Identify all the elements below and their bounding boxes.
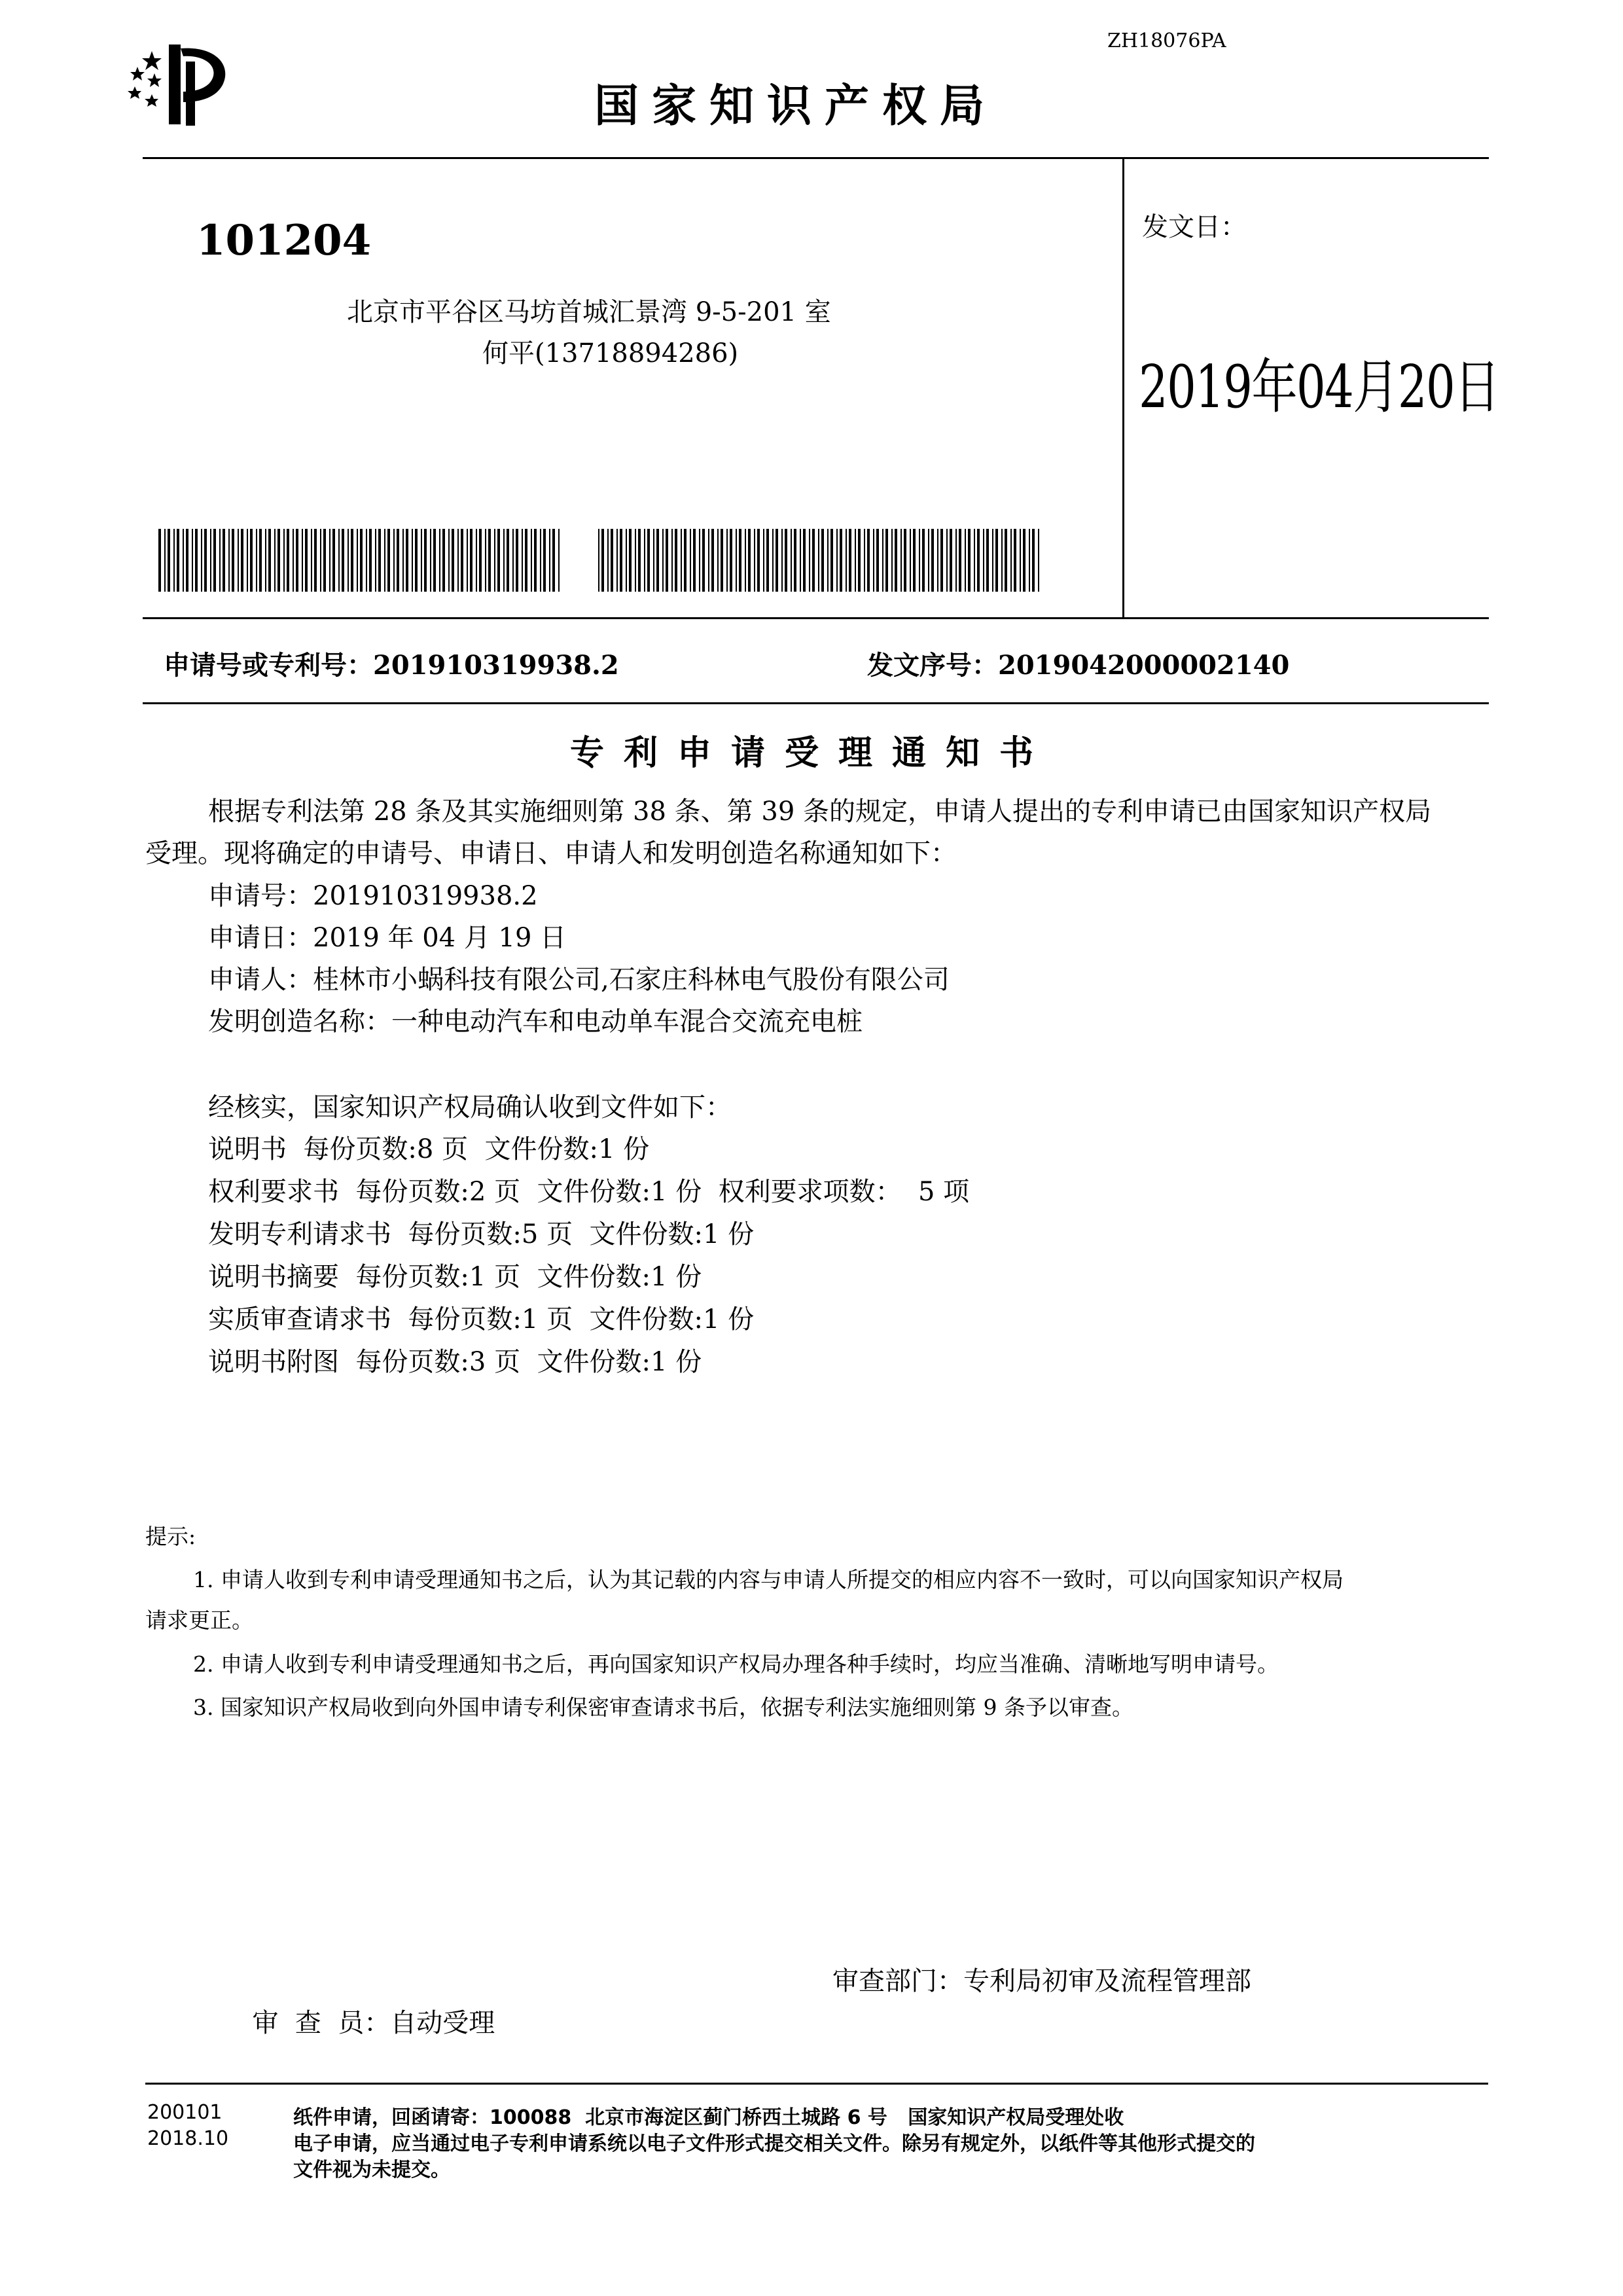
department-block <box>832 1960 1251 2002</box>
reference-rule <box>143 702 1489 704</box>
issue-date-label: 发文日： <box>1142 212 1247 242</box>
department-name: 专利局初审及流程管理部 <box>963 1966 1251 1996</box>
document-item: 说明书附图 每份页数:3 页 文件份数:1 份 <box>208 1347 702 1377</box>
tip-1-continued: 请求更正。 <box>145 1607 253 1633</box>
applicant-field: 申请人：桂林市小蜗科技有限公司,石家庄科林电气股份有限公司 <box>208 965 950 995</box>
form-code: 200101 <box>147 2101 223 2124</box>
filing-date-field: 申请日：2019 年 04 月 19 日 <box>208 923 567 953</box>
examiner-block <box>236 1960 495 2044</box>
department-label: 审查部门： <box>832 1966 963 1996</box>
application-number: 201910319938.2 <box>373 650 619 681</box>
serial-number: 2019042000002140 <box>998 650 1290 681</box>
barcode <box>158 529 564 592</box>
header-rule <box>143 157 1489 159</box>
serial-number-block <box>867 645 1289 682</box>
notice-title: 专利申请受理通知书 <box>569 733 1053 773</box>
recipient-name-phone: 何平(13718894286) <box>482 338 739 368</box>
footer-rule <box>145 2083 1488 2085</box>
recipient-address: 北京市平谷区马坊首城汇景湾 9-5-201 室 <box>347 297 831 327</box>
vertical-divider <box>1122 157 1124 619</box>
intro-line-1: 根据专利法第 28 条及其实施细则第 38 条、第 39 条的规定，申请人提出的专利申请已由国家知识产权局 <box>208 797 1431 827</box>
invention-title-field: 发明创造名称：一种电动汽车和电动单车混合交流充电桩 <box>208 1007 863 1037</box>
verification-intro: 经核实，国家知识产权局确认收到文件如下： <box>208 1092 732 1122</box>
document-item: 说明书摘要 每份页数:1 页 文件份数:1 份 <box>208 1262 702 1292</box>
examiner-label: 审 查 员： <box>252 2008 391 2038</box>
document-item: 发明专利请求书 每份页数:5 页 文件份数:1 份 <box>208 1219 755 1249</box>
barcode <box>598 529 1043 592</box>
electronic-filing-note: 电子申请，应当通过电子专利申请系统以电子文件形式提交相关文件。除另有规定外，以纸件等其他形式提交的 <box>293 2132 1255 2155</box>
examiner-name: 自动受理 <box>390 2008 495 2038</box>
paper-filing-note: 纸件申请，回函请寄：100088 北京市海淀区蓟门桥西土城路 6 号 国家知识产权局受理处收 <box>293 2106 1124 2129</box>
issue-date: 2019年04月20日 <box>1139 353 1499 422</box>
document-item: 说明书 每份页数:8 页 文件份数:1 份 <box>208 1134 650 1164</box>
address-block-rule <box>143 617 1489 619</box>
document-item: 权利要求书 每份页数:2 页 文件份数:1 份 权利要求项数： 5 项 <box>208 1177 970 1207</box>
office-name: 国家知识产权局 <box>594 80 998 132</box>
tip-2: 2. 申请人收到专利申请受理通知书之后，再向国家知识产权局办理各种手续时，均应当准确、清晰地写明申请号。 <box>193 1651 1279 1677</box>
form-date: 2018.10 <box>147 2127 229 2150</box>
electronic-filing-note-continued: 文件视为未提交。 <box>293 2159 450 2181</box>
document-code: ZH18076PA <box>1107 29 1226 52</box>
tip-1: 1. 申请人收到专利申请受理通知书之后，认为其记载的内容与申请人所提交的相应内容不一致时，可以向国家知识产权局 <box>193 1567 1344 1592</box>
tip-3: 3. 国家知识产权局收到向外国申请专利保密审查请求书后，依据专利法实施细则第 9 条予以审查。 <box>193 1695 1133 1720</box>
tips-heading: 提示: <box>145 1524 196 1549</box>
intro-line-2: 受理。现将确定的申请号、申请日、申请人和发明创造名称通知如下： <box>145 838 957 869</box>
application-number-label-text: 申请号或专利号： <box>164 650 373 681</box>
application-field: 申请号：201910319938.2 <box>208 881 538 911</box>
document-item: 实质审查请求书 每份页数:1 页 文件份数:1 份 <box>208 1304 755 1335</box>
serial-number-label: 发文序号： <box>867 650 998 681</box>
postal-code: 101204 <box>196 216 372 265</box>
cnipa-logo-icon <box>118 39 249 131</box>
application-number-label <box>164 645 619 682</box>
